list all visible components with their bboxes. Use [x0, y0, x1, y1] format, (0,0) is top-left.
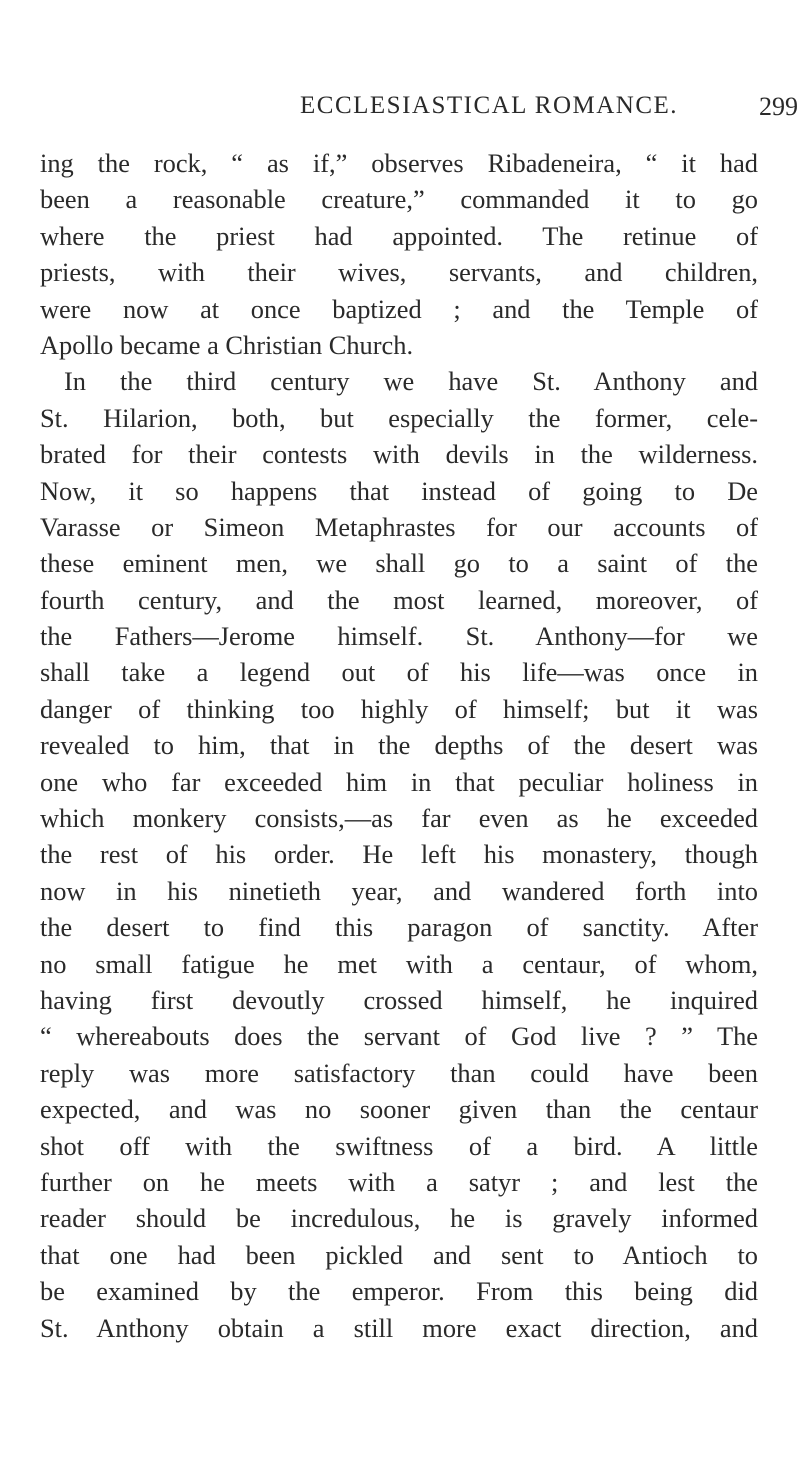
text-line: reader should be incredulous, he is gravely informed: [40, 1203, 758, 1234]
text-line: St. Hilarion, both, but especially the former, cele-: [40, 402, 758, 433]
text-line: the desert to find this paragon of sanctity. After: [40, 912, 758, 943]
text-line: In the third century we have St. Anthony and: [64, 366, 758, 397]
text-line: now in his ninetieth year, and wandered forth into: [40, 875, 758, 906]
book-page: [40, 0, 800, 1464]
text-line: further on he meets with a satyr ; and lest the: [40, 1166, 758, 1197]
text-line: that one had been pickled and sent to Antioch to: [40, 1239, 758, 1270]
text-line: expected, and was no sooner given than the centaur: [40, 1094, 758, 1125]
running-title: ECCLESIASTICAL ROMANCE.: [300, 92, 679, 119]
text-line: where the priest had appointed. The retinue of: [40, 220, 758, 251]
text-line: having first devoutly crossed himself, he inquired: [40, 984, 758, 1015]
text-line: these eminent men, we shall go to a saint of the: [40, 548, 758, 579]
text-line: danger of thinking too highly of himself; but it was: [40, 693, 758, 724]
text-line: Apollo became a Christian Church.: [40, 329, 414, 360]
text-line: shot off with the swiftness of a bird. A little: [40, 1130, 758, 1161]
text-line: St. Anthony obtain a still more exact direction, and: [40, 1312, 758, 1343]
text-line: which monkery consists,—as far even as he exceeded: [40, 803, 758, 834]
text-line: Now, it so happens that instead of going to De: [40, 475, 758, 506]
running-head: [40, 92, 800, 126]
text-line: reply was more satisfactory than could have been: [40, 1057, 758, 1088]
text-line: no small fatigue he met with a centaur, of whom,: [40, 948, 758, 979]
text-line: shall take a legend out of his life—was once in: [40, 657, 758, 688]
text-line: brated for their contests with devils in the wilderness.: [40, 439, 758, 470]
text-line: “ whereabouts does the servant of God live ? ” The: [40, 1021, 758, 1052]
body-text: [40, 145, 758, 1346]
text-line: fourth century, and the most learned, moreover, of: [40, 584, 758, 615]
text-line: ing the rock, “ as if,” observes Ribadeneira, “ it had: [40, 148, 758, 178]
page-number: 299: [759, 92, 798, 121]
text-line: Varasse or Simeon Metaphrastes for our accounts of: [40, 511, 758, 542]
text-line: revealed to him, that in the depths of the desert was: [40, 730, 758, 761]
text-line: been a reasonable creature,” commanded it to go: [40, 184, 758, 215]
text-line: one who far exceeded him in that peculiar holiness in: [40, 766, 758, 797]
text-line: be examined by the emperor. From this being did: [40, 1276, 758, 1307]
text-line: the Fathers—Jerome himself. St. Anthony—for we: [40, 621, 758, 652]
text-line: the rest of his order. He left his monastery, though: [40, 839, 758, 870]
text-line: priests, with their wives, servants, and children,: [40, 257, 758, 288]
text-line: were now at once baptized ; and the Temple of: [40, 293, 758, 324]
